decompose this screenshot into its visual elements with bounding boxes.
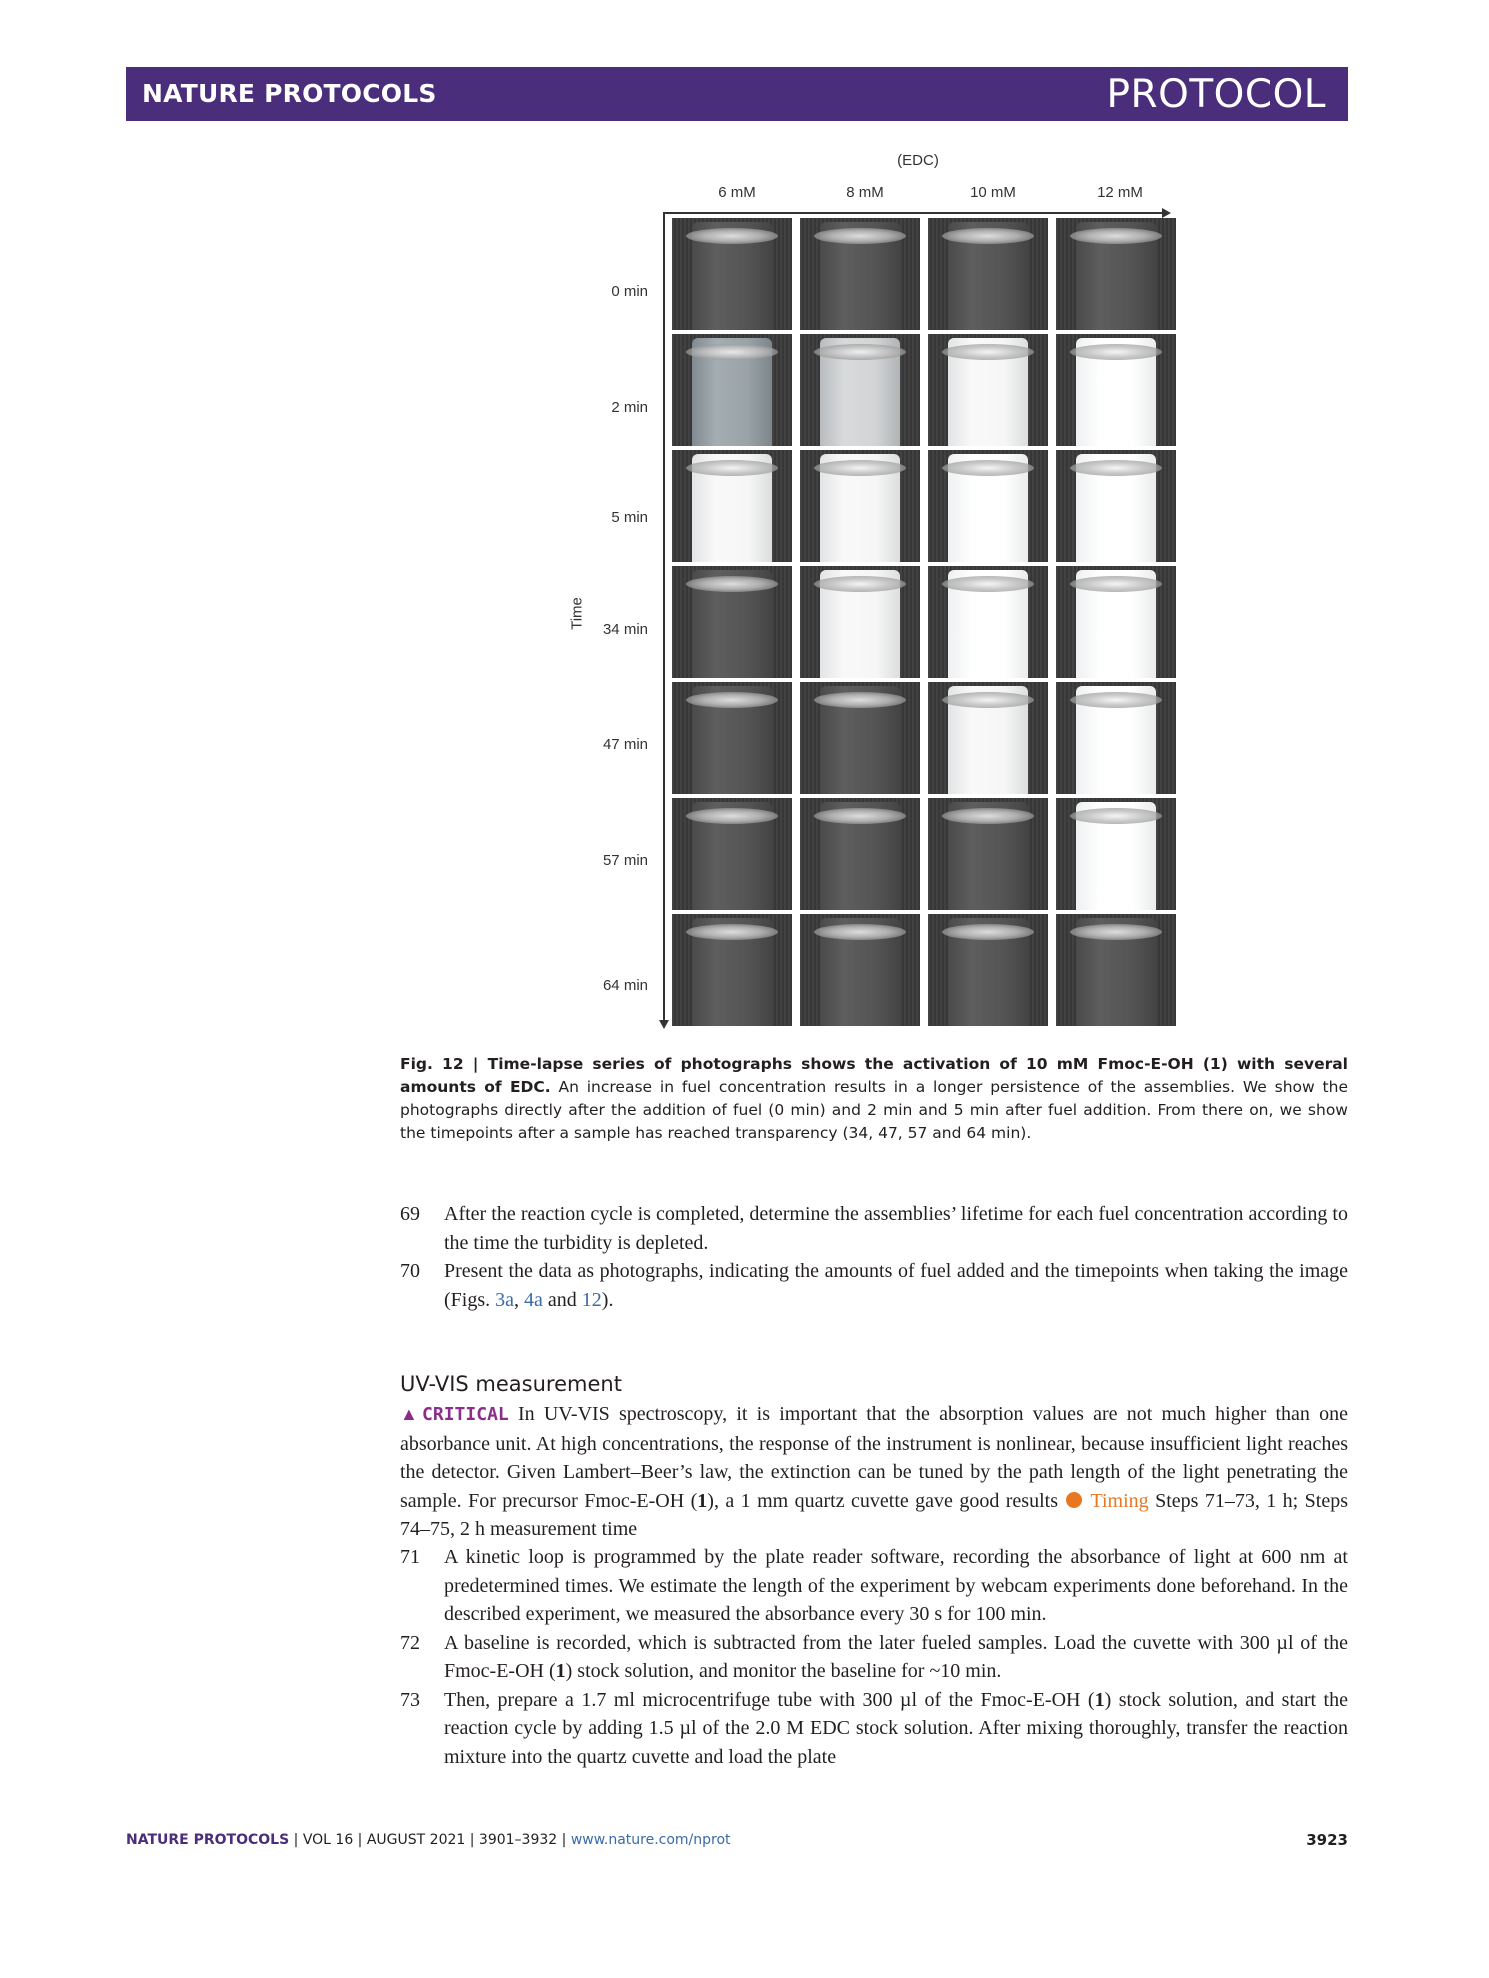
- vial-photo: [1056, 682, 1176, 794]
- step-number: 71: [400, 1546, 420, 1568]
- vial-photo: [928, 334, 1048, 446]
- step-text: A baseline is recorded, which is subtracted from the later fueled samples. Load the cuvette with 300 µl of the Fmoc-E-OH (: [444, 1631, 1348, 1682]
- vial-photo: [800, 450, 920, 562]
- vial-rim: [1070, 228, 1162, 244]
- footer-pages: 3901–3932: [478, 1832, 558, 1848]
- step-number: 72: [400, 1631, 420, 1654]
- caption-text: An increase in fuel concentration results in a longer persistence of the assemblies. We show the photographs directly after the addition of fuel (0 min) and 2 min and 5 min after fuel addition. From there on, we show the timepoints after a sample has reached transparency (34, 47, 57 and 64 min).: [400, 1078, 1348, 1142]
- footer-date: AUGUST 2021: [366, 1832, 466, 1848]
- vial-rim: [1070, 692, 1162, 708]
- step-text: Then, prepare a 1.7 ml microcentrifuge tube with 300 µl of the Fmoc-E-OH (: [444, 1688, 1095, 1711]
- vial-rim: [686, 692, 778, 708]
- vial-rim: [942, 808, 1034, 824]
- compound-number: 1: [555, 1660, 566, 1682]
- vial-rim: [942, 924, 1034, 940]
- figure-ref-link[interactable]: 4a: [524, 1288, 543, 1311]
- y-axis-line: [663, 213, 665, 1023]
- column-label: 12 mM: [1097, 184, 1143, 201]
- vial-photo: [928, 682, 1048, 794]
- step-text: ) stock solution, and monitor the baseline for ~10 min.: [565, 1660, 1002, 1682]
- vial-photo: [1056, 334, 1176, 446]
- figure-ref-link[interactable]: 12: [581, 1288, 602, 1311]
- vial-photo: [1056, 450, 1176, 562]
- vial-photo: [800, 798, 920, 910]
- figure-caption: [400, 1053, 1348, 1145]
- critical-note: [400, 1400, 1348, 1544]
- vial-rim: [942, 228, 1034, 244]
- page-footer: [126, 1832, 731, 1848]
- step-number: 70: [400, 1260, 420, 1282]
- vial-rim: [1070, 808, 1162, 824]
- vial-rim: [814, 924, 906, 940]
- procedure-step: [400, 1257, 1348, 1314]
- vial-rim: [814, 576, 906, 592]
- row-label: 34 min: [602, 621, 648, 638]
- vial-photo: [928, 218, 1048, 330]
- procedure-step: [400, 1629, 1348, 1686]
- vial-photo: [928, 798, 1048, 910]
- vial-photo: [672, 218, 792, 330]
- vial-photo: [928, 566, 1048, 678]
- vial-rim: [942, 460, 1034, 476]
- vial-rim: [814, 228, 906, 244]
- vial-photo: [800, 682, 920, 794]
- procedure-steps: [400, 1543, 1348, 1771]
- journal-header-bar: [126, 67, 1348, 121]
- y-axis-arrow: [659, 1020, 669, 1029]
- x-axis-arrow: [1162, 208, 1171, 218]
- vial-photo: [1056, 566, 1176, 678]
- section-title: UV-VIS measurement: [400, 1372, 622, 1396]
- vial-photo: [800, 334, 920, 446]
- figure-ref-link[interactable]: 3a: [495, 1288, 515, 1311]
- vial-photo: [800, 914, 920, 1026]
- vial-rim: [814, 808, 906, 824]
- footer-journal: NATURE PROTOCOLS: [126, 1832, 290, 1848]
- procedure-step: [400, 1543, 1348, 1629]
- step-text: A kinetic loop is programmed by the plate reader software, recording the absorbance of light at 600 nm at predetermined times. We estimate the length of the experiment by webcam experiments done beforehand. In the described experiment, we measured the absorbance every 30 s for 100 min.: [444, 1546, 1348, 1625]
- vial-rim: [686, 924, 778, 940]
- step-number: 73: [400, 1688, 420, 1711]
- footer-separator: |: [289, 1832, 303, 1848]
- step-number: 69: [400, 1203, 420, 1225]
- row-label: 57 min: [602, 852, 648, 869]
- vial-rim: [814, 692, 906, 708]
- footer-separator: |: [557, 1832, 571, 1848]
- vial-rim: [686, 460, 778, 476]
- page-number: 3923: [1306, 1831, 1348, 1849]
- vial-photo: [928, 450, 1048, 562]
- procedure-step: [400, 1686, 1348, 1772]
- x-axis-line: [663, 212, 1163, 214]
- vial-rim: [686, 576, 778, 592]
- column-label: 6 mM: [718, 184, 756, 201]
- timing-clock-icon: [1066, 1492, 1082, 1508]
- article-type: PROTOCOL: [1106, 72, 1326, 117]
- vial-photo: [800, 218, 920, 330]
- vial-rim: [942, 692, 1034, 708]
- vial-photo: [800, 566, 920, 678]
- vial-rim: [942, 576, 1034, 592]
- step-text: Present the data as photographs, indicating the amounts of fuel added and the timepoints when taking the image (Figs.: [444, 1260, 1348, 1311]
- vial-photo: [928, 914, 1048, 1026]
- vial-photo: [672, 450, 792, 562]
- critical-text: In UV-VIS spectroscopy, it is important that the absorption values are not much higher than one absorbance unit. At high concentrations, the response of the instrument is nonlinear, because insufficient light reaches the detector. Given Lambert–Beer’s law, the extinction can be tuned by the path length of the light penetrating the sample. For precursor Fmoc-E-OH (: [400, 1403, 1348, 1512]
- step-text: ) stock solution, and start the reaction cycle by adding 1.5 µl of the 2.0 M EDC stock solution. After mixing thoroughly, transfer the reaction mixture into the quartz cuvette and load the plate: [444, 1688, 1348, 1768]
- row-label: 64 min: [602, 977, 648, 994]
- vial-photo: [672, 566, 792, 678]
- x-axis-title: (EDC): [897, 152, 939, 169]
- critical-text: ), a 1 mm quartz cuvette gave good results: [707, 1489, 1065, 1512]
- vial-photo: [672, 798, 792, 910]
- footer-separator: |: [465, 1832, 479, 1848]
- vial-rim: [942, 344, 1034, 360]
- vial-photo: [672, 682, 792, 794]
- vial-rim: [1070, 924, 1162, 940]
- row-label: 5 min: [611, 509, 648, 526]
- vial-photo: [672, 334, 792, 446]
- vial-rim: [814, 344, 906, 360]
- vial-rim: [1070, 460, 1162, 476]
- ref-separator: ,: [514, 1288, 525, 1311]
- vial-photo: [672, 914, 792, 1026]
- row-label: 0 min: [611, 283, 648, 300]
- footer-url-link[interactable]: www.nature.com/nprot: [570, 1832, 731, 1848]
- vial-photo: [1056, 914, 1176, 1026]
- compound-number: 1: [697, 1489, 708, 1512]
- vial-photo: [1056, 218, 1176, 330]
- row-label: 2 min: [611, 399, 648, 416]
- column-label: 10 mM: [970, 184, 1016, 201]
- row-label: 47 min: [602, 736, 648, 753]
- step-text: ).: [601, 1288, 614, 1311]
- vial-photo: [1056, 798, 1176, 910]
- y-axis-title: Time: [568, 597, 586, 630]
- critical-tag: CRITICAL: [422, 1404, 509, 1425]
- ref-separator: and: [542, 1288, 582, 1311]
- journal-name: NATURE PROTOCOLS: [142, 79, 437, 108]
- vial-rim: [686, 228, 778, 244]
- vial-rim: [1070, 344, 1162, 360]
- vial-rim: [686, 344, 778, 360]
- column-label: 8 mM: [846, 184, 884, 201]
- vial-rim: [686, 808, 778, 824]
- procedure-step: [400, 1200, 1348, 1257]
- compound-number: 1: [1094, 1688, 1105, 1711]
- footer-separator: |: [353, 1832, 367, 1848]
- vial-rim: [814, 460, 906, 476]
- procedure-steps: [400, 1200, 1348, 1314]
- footer-volume: VOL 16: [302, 1832, 354, 1848]
- timing-text: Steps 71–73, 1 h; Steps 74–75, 2 h measurement time: [400, 1489, 1348, 1540]
- critical-triangle-icon: ▲: [400, 1404, 423, 1424]
- vial-rim: [1070, 576, 1162, 592]
- step-text: After the reaction cycle is completed, determine the assemblies’ lifetime for each fuel concentration according to the time the turbidity is depleted.: [444, 1203, 1348, 1254]
- timing-label: Timing: [1090, 1489, 1149, 1512]
- caption-label: Fig. 12 | Time-lapse series of photographs shows the activation of 10 mM Fmoc-E-OH (1) with several amounts of EDC.: [400, 1055, 1348, 1096]
